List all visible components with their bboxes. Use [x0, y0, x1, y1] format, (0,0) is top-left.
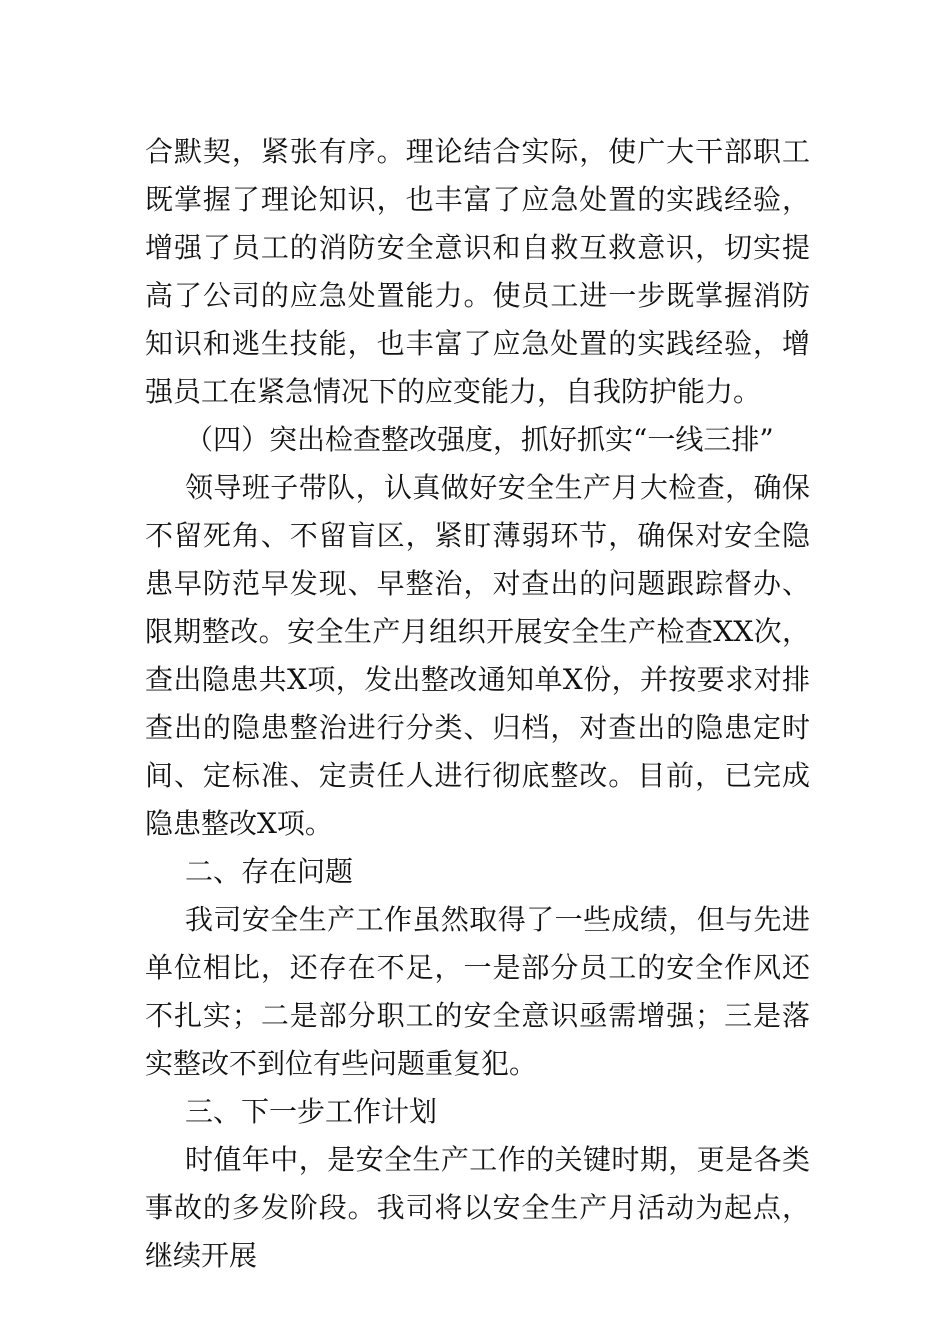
paragraph-continuation: 合默契，紧张有序。理论结合实际，使广大干部职工既掌握了理论知识，也丰富了应急处置的实践经验，增强了员工的消防安全意识和自救互救意识，切实提高了公司的应急处置能力。使员工进一步既掌握消防知识和逃生技能，也丰富了应急处置的实践经验，增强员工在紧急情况下的应变能力，自我防护能力。: [145, 135, 810, 408]
document-page: [145, 128, 810, 1280]
section-heading-next-plan: 三、下一步工作计划: [185, 1095, 438, 1128]
paragraph-problems: 我司安全生产工作虽然取得了一些成绩，但与先进单位相比，还存在不足，一是部分员工的安全作风还不扎实；二是部分职工的安全意识亟需增强；三是落实整改不到位有些问题重复犯。: [145, 903, 810, 1080]
section-heading-inspection: （四）突出检查整改强度，抓好抓实“一线三排”: [185, 423, 774, 456]
paragraph-inspection: 领导班子带队，认真做好安全生产月大检查，确保不留死角、不留盲区，紧盯薄弱环节，确保对安全隐患早防范早发现、早整治，对查出的问题跟踪督办、限期整改。安全生产月组织开展安全生产检查XX次，查出隐患共X项，发出整改通知单X份，并按要求对排查出的隐患整治进行分类、归档，对查出的隐患定时间、定标准、定责任人进行彻底整改。目前，已完成隐患整改X项。: [145, 471, 810, 840]
section-heading-problems: 二、存在问题: [185, 855, 354, 888]
paragraph-next-plan: 时值年中，是安全生产工作的关键时期，更是各类事故的多发阶段。我司将以安全生产月活动为起点，继续开展: [145, 1143, 810, 1272]
